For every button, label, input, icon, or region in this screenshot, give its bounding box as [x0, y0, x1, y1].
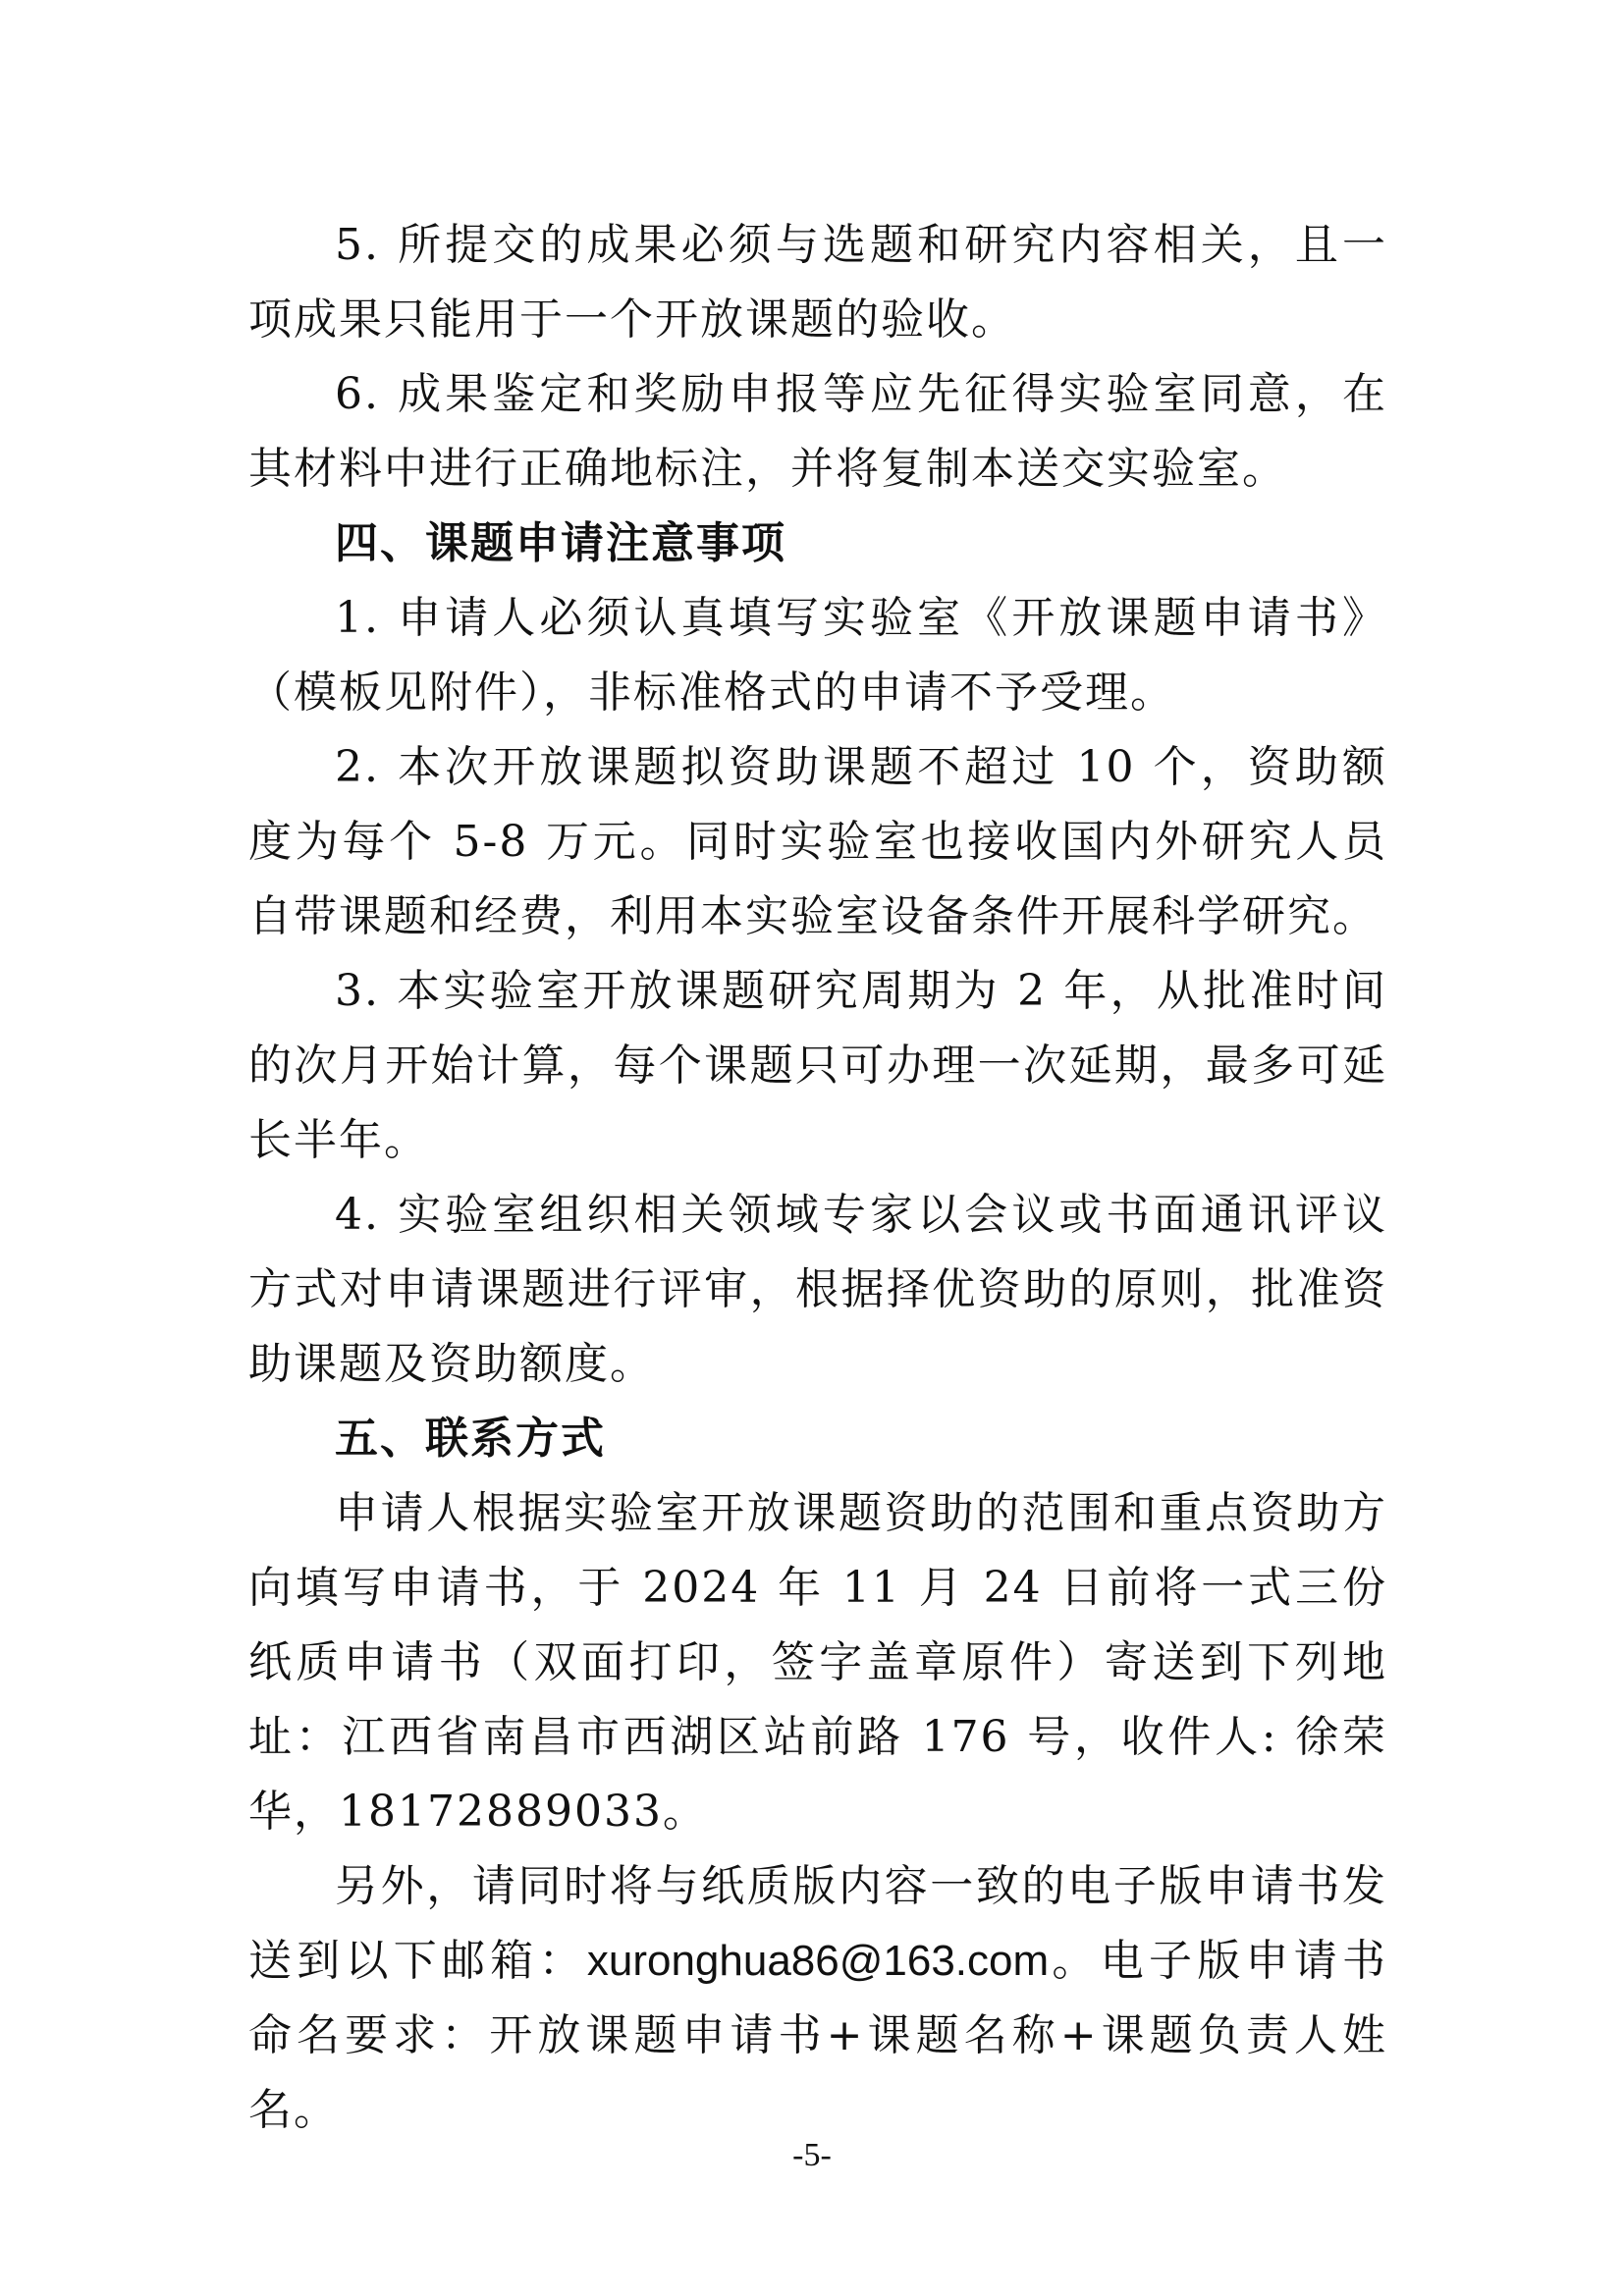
paragraph-application-2: 2. 本次开放课题拟资助课题不超过 10 个，资助额度为每个 5-8 万元。同时实验室也接收国内外研究人员自带课题和经费，利用本实验室设备条件开展科学研究。	[248, 742, 1387, 941]
paragraph-application-3: 3. 本实验室开放课题研究周期为 2 年，从批准时间的次月开始计算，每个课题只可办理一次延期，最多可延长半年。	[248, 966, 1387, 1165]
email-naming-rule-text: 。电子版申请书命名要求：开放课题申请书+课题名称+课题负责人姓名。	[248, 1936, 1388, 2135]
document-body	[248, 208, 1387, 2148]
paragraph-contact-email	[248, 1849, 1387, 2148]
section-heading-application-notes: 四、课题申请注意事项	[335, 518, 786, 568]
section-heading-contact: 五、联系方式	[335, 1414, 606, 1464]
paragraph-application-4: 4. 实验室组织相关领域专家以会议或书面通讯评议方式对申请课题进行评审，根据择优资助的原则，批准资助课题及资助额度。	[248, 1190, 1387, 1389]
paragraph-item-5: 5. 所提交的成果必须与选题和研究内容相关，且一项成果只能用于一个开放课题的验收。	[248, 220, 1387, 345]
paragraph-item-6: 6. 成果鉴定和奖励申报等应先征得实验室同意，在其材料中进行正确地标注，并将复制本送交实验室。	[248, 369, 1387, 494]
paragraph-contact-address: 申请人根据实验室开放课题资助的范围和重点资助方向填写申请书，于 2024 年 11 月 24 日前将一式三份纸质申请书（双面打印，签字盖章原件）寄送到下列地址：江西省南昌市西湖区站前路 176 号，收件人: 徐荣华，18172889033。	[248, 1488, 1387, 1837]
page-number: -5-	[792, 2137, 832, 2173]
email-intro-text: 另外，请同时将与纸质版内容一致的电子版申请书发送到以下邮箱：	[248, 1861, 1387, 1986]
paragraph-application-1: 1. 申请人必须认真填写实验室《开放课题申请书》（模板见附件），非标准格式的申请不予受理。	[248, 593, 1387, 718]
email-address: xuronghua86@163.com	[586, 1937, 1050, 1985]
